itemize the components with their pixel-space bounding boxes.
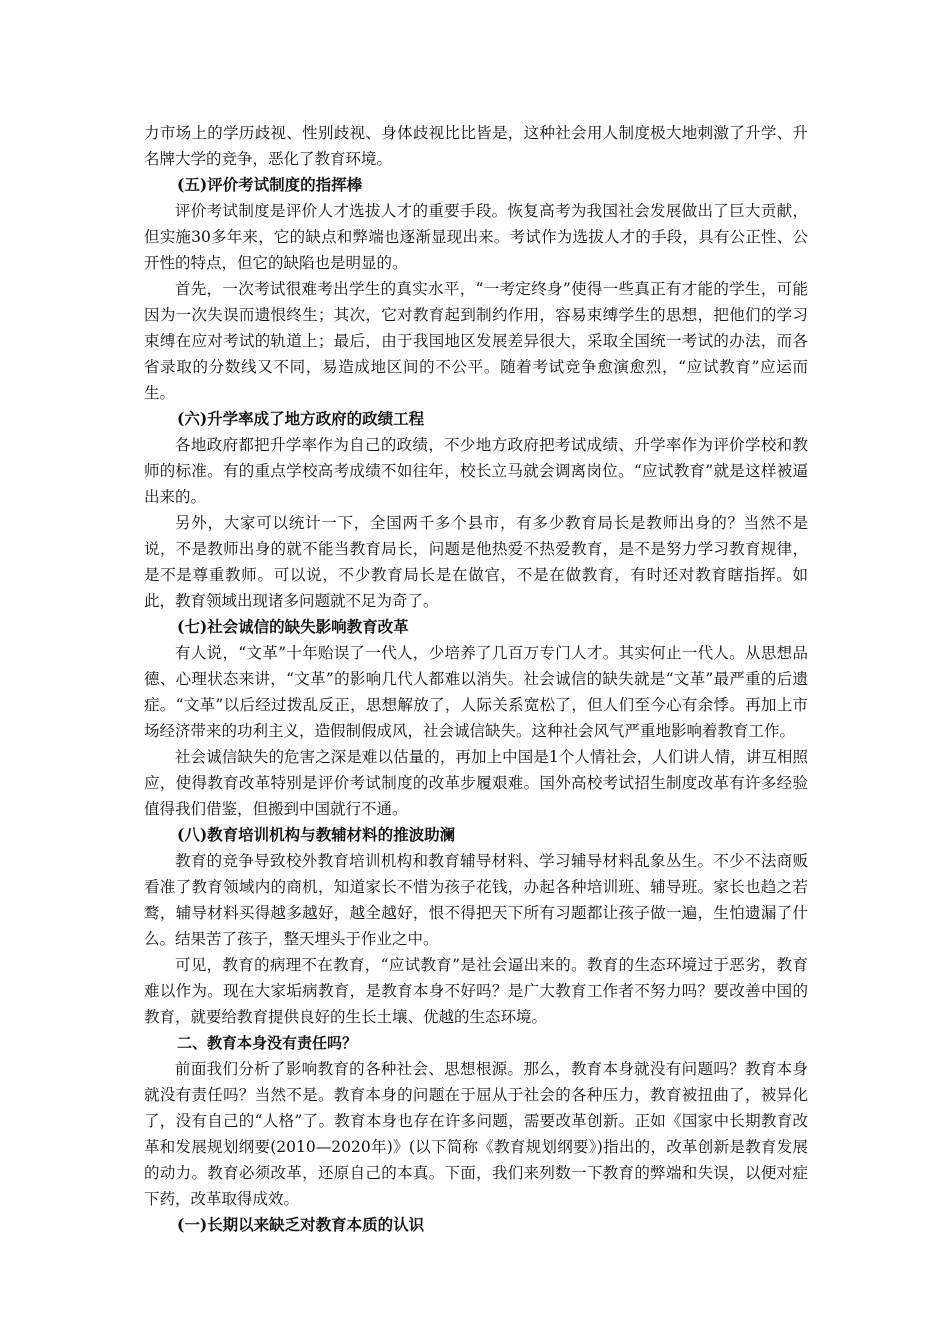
paragraph: 社会诚信缺失的危害之深是难以估量的，再加上中国是1个人情社会，人们讲人情，讲互相照应，使得教育改革特别是评价考试制度的改革步履艰难。国外高校考试招生制度改革有许多经验值得我们借鉴，但搬到中国就行不通。 (144, 748, 808, 818)
paragraph: 各地政府都把升学率作为自己的政绩，不少地方政府把考试成绩、升学率作为评价学校和教师的标准。有的重点学校高考成绩不如往年，校长立马就会调离岗位。“应试教育”就是这样被逼出来的。 (144, 436, 808, 506)
chapter-heading-2: 二、教育本身没有责任吗？ (177, 1034, 358, 1052)
paragraph: 教育的竞争导致校外教育培训机构和教育辅导材料、学习辅导材料乱象丛生。不少不法商贩看准了教育领域内的商机，知道家长不惜为孩子花钱，办起各种培训班、辅导班。家长也趋之若鹜，辅导材料买得越多越好，越全越好，恨不得把天下所有习题都让孩子做一遍，生怕遗漏了什么。结果苦了孩子，整天埋头于作业之中。 (144, 852, 808, 948)
section-heading-7: (七)社会诚信的缺失影响教育改革 (177, 617, 409, 636)
paragraph: 前面我们分析了影响教育的各种社会、思想根源。那么，教育本身就没有问题吗？教育本身就没有责任吗？当然不是。教育本身的问题在于屈从于社会的各种压力，教育被扭曲了，被异化了，没有自己的“人格”了。教育本身也存在许多问题，需要改革创新。正如《国家中长期教育改革和发展规划纲要(2010—2020年)》(以下简称《教育规划纲要》)指出的，改革创新是教育发展的动力。教育必须改革，还原自己的本真。下面，我们来列数一下教育的弊端和失误，以便对症下药，改革取得成效。 (144, 1060, 808, 1208)
section-heading-1: (一)长期以来缺乏对教育本质的认识 (177, 1215, 425, 1234)
paragraph: 评价考试制度是评价人才选拔人才的重要手段。恢复高考为我国社会发展做出了巨大贡献，但实施30多年来，它的缺点和弊端也逐渐显现出来。考试作为选拔人才的手段，具有公正性、公开性的特点，但它的缺陷也是明显的。 (144, 202, 808, 272)
section-heading-8: (八)教育培训机构与教辅材料的推波助澜 (177, 825, 456, 844)
paragraph: 可见，教育的病理不在教育，“应试教育”是社会逼出来的。教育的生态环境过于恶劣，教育难以作为。现在大家垢病教育，是教育本身不好吗？是广大教育工作者不努力吗？要改善中国的教育，就要给教育提供良好的生长土壤、优越的生态环境。 (144, 956, 808, 1026)
text-column (144, 120, 808, 1238)
paragraph: 另外，大家可以统计一下，全国两千多个县市，有多少教育局长是教师出身的？当然不是说，不是教师出身的就不能当教育局长，问题是他热爱不热爱教育，是不是努力学习教育规律，是不是尊重教师。可以说，不少教育局长是在做官，不是在做教育，有时还对教育瞎指挥。如此，教育领域出现诸多问题就不足为奇了。 (144, 514, 808, 610)
section-heading-5: (五)评价考试制度的指挥棒 (177, 175, 363, 194)
paragraph: 有人说，“文革”十年贻误了一代人，少培养了几百万专门人才。其实何止一代人。从思想品德、心理状态来讲，“文革”的影响几代人都难以消失。社会诚信的缺失就是“文革”最严重的后遗症。“文革”以后经过拨乱反正，思想解放了，人际关系宽松了，但人们至今心有余悸。再加上市场经济带来的功利主义，造假制假成风，社会诚信缺失。这种社会风气严重地影响着教育工作。 (144, 644, 808, 740)
paragraph: 首先，一次考试很难考出学生的真实水平，“一考定终身”使得一些真正有才能的学生，可能因为一次失误而遗恨终生；其次，它对教育起到制约作用，容易束缚学生的思想，把他们的学习束缚在应对考试的轨道上；最后，由于我国地区发展差异很大，采取全国统一考试的办法，而各省录取的分数线又不同，易造成地区间的不公平。随着考试竞争愈演愈烈，“应试教育”应运而生。 (144, 280, 808, 402)
section-heading-6: (六)升学率成了地方政府的政绩工程 (177, 409, 425, 428)
paragraph-continued: 力市场上的学历歧视、性别歧视、身体歧视比比皆是，这种社会用人制度极大地刺激了升学、升名牌大学的竞争，恶化了教育环境。 (144, 124, 808, 168)
